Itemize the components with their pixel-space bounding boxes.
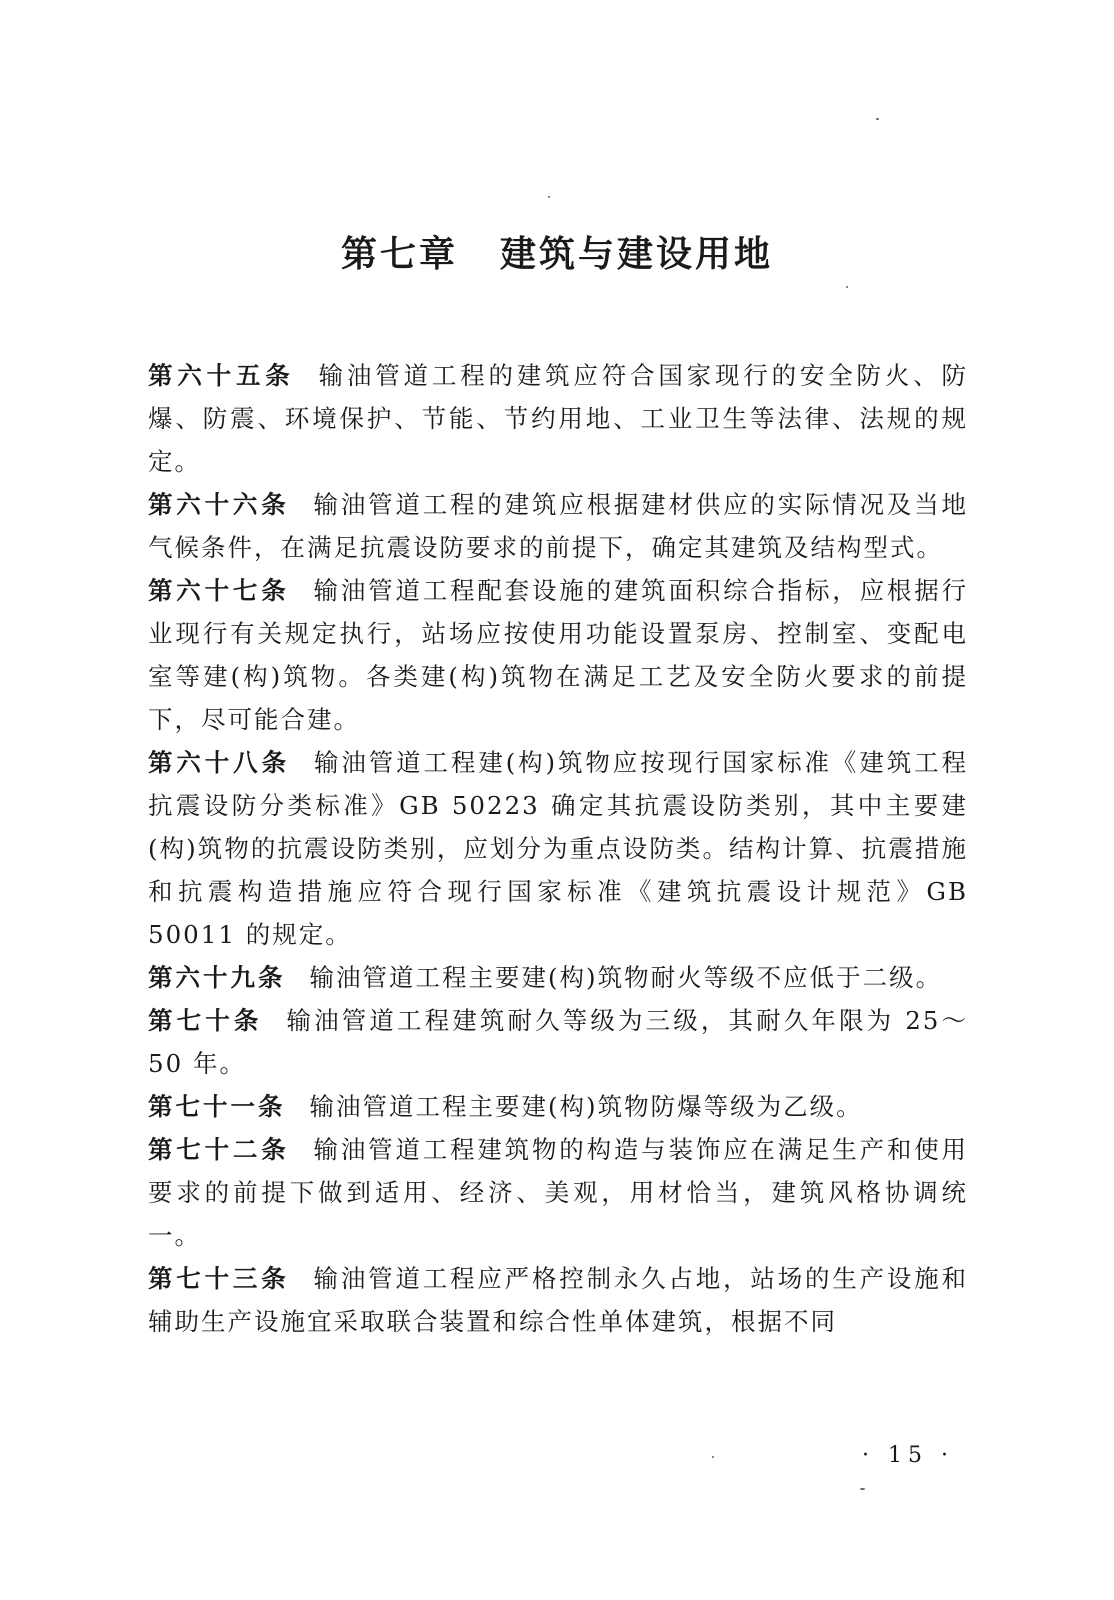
- article-text: 输油管道工程主要建(构)筑物耐火等级不应低于二级。: [309, 963, 943, 992]
- article-label: 第七十一条: [148, 1092, 286, 1121]
- article-label: 第六十八条: [148, 748, 290, 777]
- article-text: 输油管道工程的建筑应符合国家现行的安全防火、防爆、防震、环境保护、节能、节约用地、工业卫生等法律、法规的规定。: [148, 361, 969, 476]
- article-text: 输油管道工程配套设施的建筑面积综合指标，应根据行业现行有关规定执行，站场应按使用功能设置泵房、控制室、变配电室等建(构)筑物。各类建(构)筑物在满足工艺及安全防火要求的前提下，尽可能合建。: [148, 576, 969, 734]
- body-text: [148, 354, 968, 1343]
- scan-speck: [860, 1488, 865, 1490]
- scan-speck: [712, 1456, 714, 1458]
- article-text: 输油管道工程建筑物的构造与装饰应在满足生产和使用要求的前提下做到适用、经济、美观，用材恰当，建筑风格协调统一。: [148, 1135, 969, 1250]
- article-label: 第七十条: [148, 1006, 263, 1035]
- article-72: [148, 1128, 968, 1257]
- article-text: 输油管道工程建筑耐久等级为三级，其耐久年限为 25～50 年。: [148, 1006, 969, 1078]
- article-label: 第七十二条: [148, 1135, 290, 1164]
- article-70: [148, 999, 968, 1085]
- chapter-name: 建筑与建设用地: [500, 234, 774, 275]
- article-label: 第六十五条: [148, 361, 295, 390]
- article-label: 第六十七条: [148, 576, 290, 605]
- article-69: [148, 956, 968, 999]
- article-label: 第七十三条: [148, 1264, 290, 1293]
- article-text: 输油管道工程的建筑应根据建材供应的实际情况及当地气候条件，在满足抗震设防要求的前提下，确定其建筑及结构型式。: [148, 490, 969, 562]
- article-67: [148, 569, 968, 741]
- chapter-title: [0, 226, 1114, 277]
- article-text: 输油管道工程建(构)筑物应按现行国家标准《建筑工程抗震设防分类标准》GB 50223 确定其抗震设防类别，其中主要建(构)筑物的抗震设防类别，应划分为重点设防类。结构计算、抗震措施和抗震构造措施应符合现行国家标准《建筑抗震设计规范》GB 50011 的规定。: [148, 748, 968, 949]
- scan-speck: [548, 196, 550, 198]
- article-73: [148, 1257, 968, 1343]
- article-text: 输油管道工程主要建(构)筑物防爆等级为乙级。: [309, 1092, 863, 1121]
- article-text: 输油管道工程应严格控制永久占地，站场的生产设施和辅助生产设施宜采取联合装置和综合性单体建筑，根据不同: [148, 1264, 969, 1336]
- article-65: [148, 354, 968, 483]
- article-68: [148, 741, 968, 956]
- chapter-number: 第七章: [340, 234, 458, 275]
- page-number: · 15 ·: [862, 1443, 954, 1468]
- scan-speck: [846, 286, 848, 288]
- article-71: [148, 1085, 968, 1128]
- article-label: 第六十六条: [148, 490, 290, 519]
- scan-speck: [876, 118, 879, 120]
- article-66: [148, 483, 968, 569]
- article-label: 第六十九条: [148, 963, 286, 992]
